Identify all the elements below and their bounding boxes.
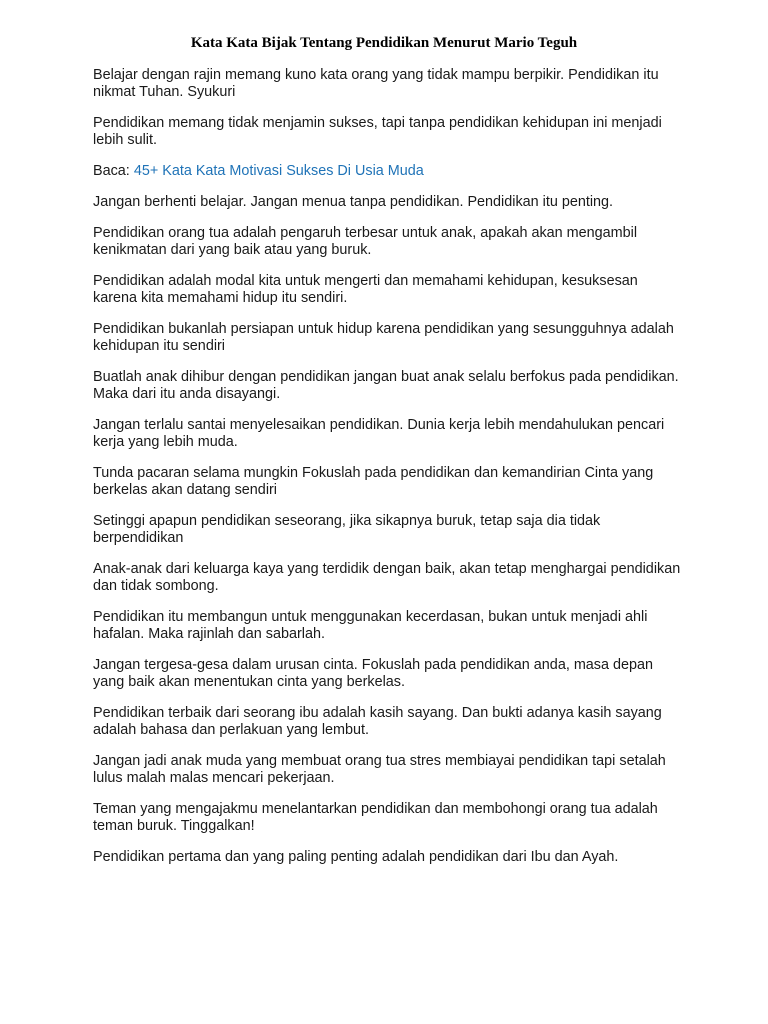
paragraph: Anak-anak dari keluarga kaya yang terdidik dengan baik, akan tetap menghargai pendidikan dan tidak sombong. xyxy=(93,561,681,594)
paragraph: Jangan jadi anak muda yang membuat orang tua stres membiayai pendidikan tapi setalah lulus malah malas mencari pekerjaan. xyxy=(93,753,666,786)
paragraph: Belajar dengan rajin memang kuno kata orang yang tidak mampu berpikir. Pendidikan itu nikmat Tuhan. Syukuri xyxy=(93,67,659,100)
paragraph: Pendidikan pertama dan yang paling penting adalah pendidikan dari Ibu dan Ayah. xyxy=(93,849,619,865)
document-title: Kata Kata Bijak Tentang Pendidikan Menurut Mario Teguh xyxy=(190,35,578,51)
paragraph: Jangan tergesa-gesa dalam urusan cinta. Fokuslah pada pendidikan anda, masa depan yang baik akan menentukan cinta yang berkelas. xyxy=(93,657,654,690)
paragraph: Buatlah anak dihibur dengan pendidikan jangan buat anak selalu berfokus pada pendidikan. Maka dari itu anda disayangi. xyxy=(93,369,679,402)
read-more-line xyxy=(93,163,683,180)
paragraph: Tunda pacaran selama mungkin Fokuslah pada pendidikan dan kemandirian Cinta yang berkelas akan datang sendiri xyxy=(93,465,654,498)
paragraph: Setinggi apapun pendidikan seseorang, jika sikapnya buruk, tetap saja dia tidak berpendidikan xyxy=(93,513,601,546)
paragraph: Pendidikan orang tua adalah pengaruh terbesar untuk anak, apakah akan mengambil kenikmatan dari yang baik atau yang buruk. xyxy=(93,225,638,258)
paragraph: Jangan berhenti belajar. Jangan menua tanpa pendidikan. Pendidikan itu penting. xyxy=(93,194,614,210)
paragraph: Teman yang mengajakmu menelantarkan pendidikan dan membohongi orang tua adalah teman buruk. Tinggalkan! xyxy=(93,801,658,834)
document-body xyxy=(93,67,683,880)
paragraph: Jangan terlalu santai menyelesaikan pendidikan. Dunia kerja lebih mendahulukan pencari kerja yang lebih muda. xyxy=(93,417,665,450)
paragraph: Pendidikan memang tidak menjamin sukses, tapi tanpa pendidikan kehidupan ini menjadi lebih sulit. xyxy=(93,115,662,148)
paragraph: Pendidikan bukanlah persiapan untuk hidup karena pendidikan yang sesungguhnya adalah kehidupan itu sendiri xyxy=(93,321,674,354)
read-more-link[interactable]: 45+ Kata Kata Motivasi Sukses Di Usia Muda xyxy=(133,163,424,179)
paragraph: Pendidikan terbaik dari seorang ibu adalah kasih sayang. Dan bukti adanya kasih sayang adalah bahasa dan perlakuan yang lembut. xyxy=(93,705,662,738)
paragraph: Pendidikan adalah modal kita untuk mengerti dan memahami kehidupan, kesuksesan karena kita memahami hidup itu sendiri. xyxy=(93,273,638,306)
paragraph: Pendidikan itu membangun untuk menggunakan kecerdasan, bukan untuk menjadi ahli hafalan. Maka rajinlah dan sabarlah. xyxy=(93,609,648,642)
read-more-prefix: Baca: xyxy=(93,163,134,179)
